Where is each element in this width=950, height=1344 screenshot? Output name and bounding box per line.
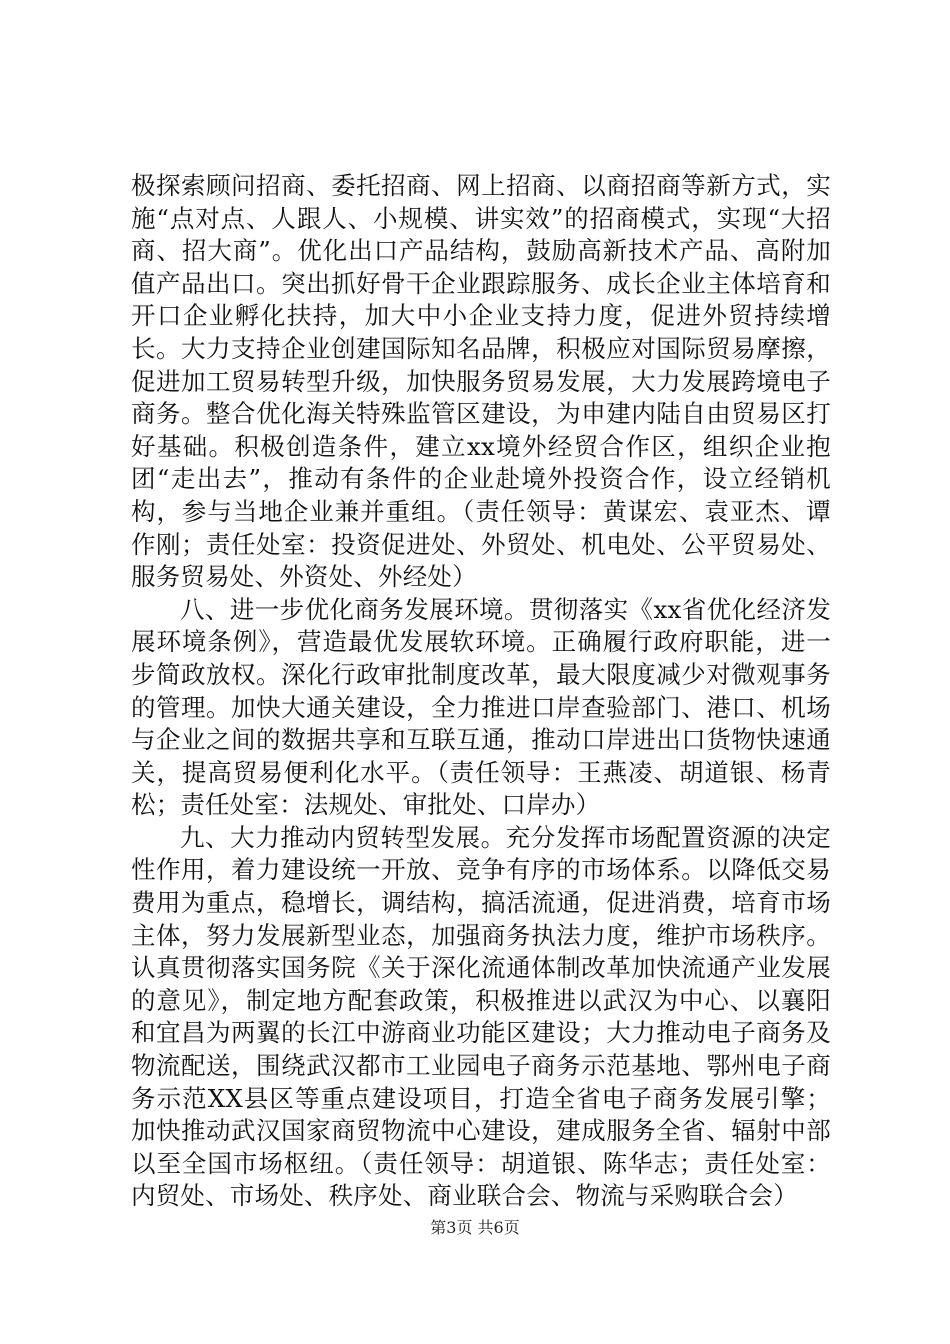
page-number-footer: 第3页 共6页 xyxy=(430,1218,520,1237)
document-body xyxy=(131,170,831,1213)
paragraph-section-eight: 八、进一步优化商务发展环境。贯彻落实《xx省优化经济发展环境条例》，营造最优发展软环境。正确履行政府职能，进一步简政放权。深化行政审批制度改革，最大限度减少对微观事务的管理。加快大通关建设，全力推进口岸查验部门、港口、机场与企业之间的数据共享和互联互通，推动口岸进出口货物快速通关，提高贸易便利化水平。（责任领导：王燕凌、胡道银、杨青松；责任处室：法规处、审批处、口岸办） xyxy=(131,594,831,820)
paragraph-continued: 极探索顾问招商、委托招商、网上招商、以商招商等新方式，实施“点对点、人跟人、小规模、讲实效”的招商模式，实现“大招商、招大商”。优化出口产品结构，鼓励高新技术产品、高附加值产品出口。突出抓好骨干企业跟踪服务、成长企业主体培育和开口企业孵化扶持，加大中小企业支持力度，促进外贸持续增长。大力支持企业创建国际知名品牌，积极应对国际贸易摩擦，促进加工贸易转型升级，加快服务贸易发展，大力发展跨境电子商务。整合优化海关特殊监管区建设，为申建内陆自由贸易区打好基础。积极创造条件，建立xx境外经贸合作区，组织企业抱团“走出去”，推动有条件的企业赴境外投资合作，设立经销机构，参与当地企业兼并重组。（责任领导：黄谋宏、袁亚杰、谭作刚；责任处室：投资促进处、外贸处、机电处、公平贸易处、服务贸易处、外资处、外经处） xyxy=(131,171,831,592)
paragraph-section-nine: 九、大力推动内贸转型发展。充分发挥市场配置资源的决定性作用，着力建设统一开放、竞争有序的市场体系。以降低交易费用为重点，稳增长，调结构，搞活流通，促进消费，培育市场主体，努力发展新型业态，加强商务执法力度，维护市场秩序。认真贯彻落实国务院《关于深化流通体制改革加快流通产业发展的意见》，制定地方配套政策，积极推进以武汉为中心、以襄阳和宜昌为两翼的长江中游商业功能区建设；大力推动电子商务及物流配送，围绕武汉都市工业园电子商务示范基地、鄂州电子商务示范XX县区等重点建设项目，打造全省电子商务发展引擎；加快推动武汉国家商贸物流中心建设，建成服务全省、辐射中部以至全国市场枢纽。（责任领导：胡道银、陈华志；责任处室：内贸处、市场处、秩序处、商业联合会、物流与采购联合会） xyxy=(131,822,831,1211)
